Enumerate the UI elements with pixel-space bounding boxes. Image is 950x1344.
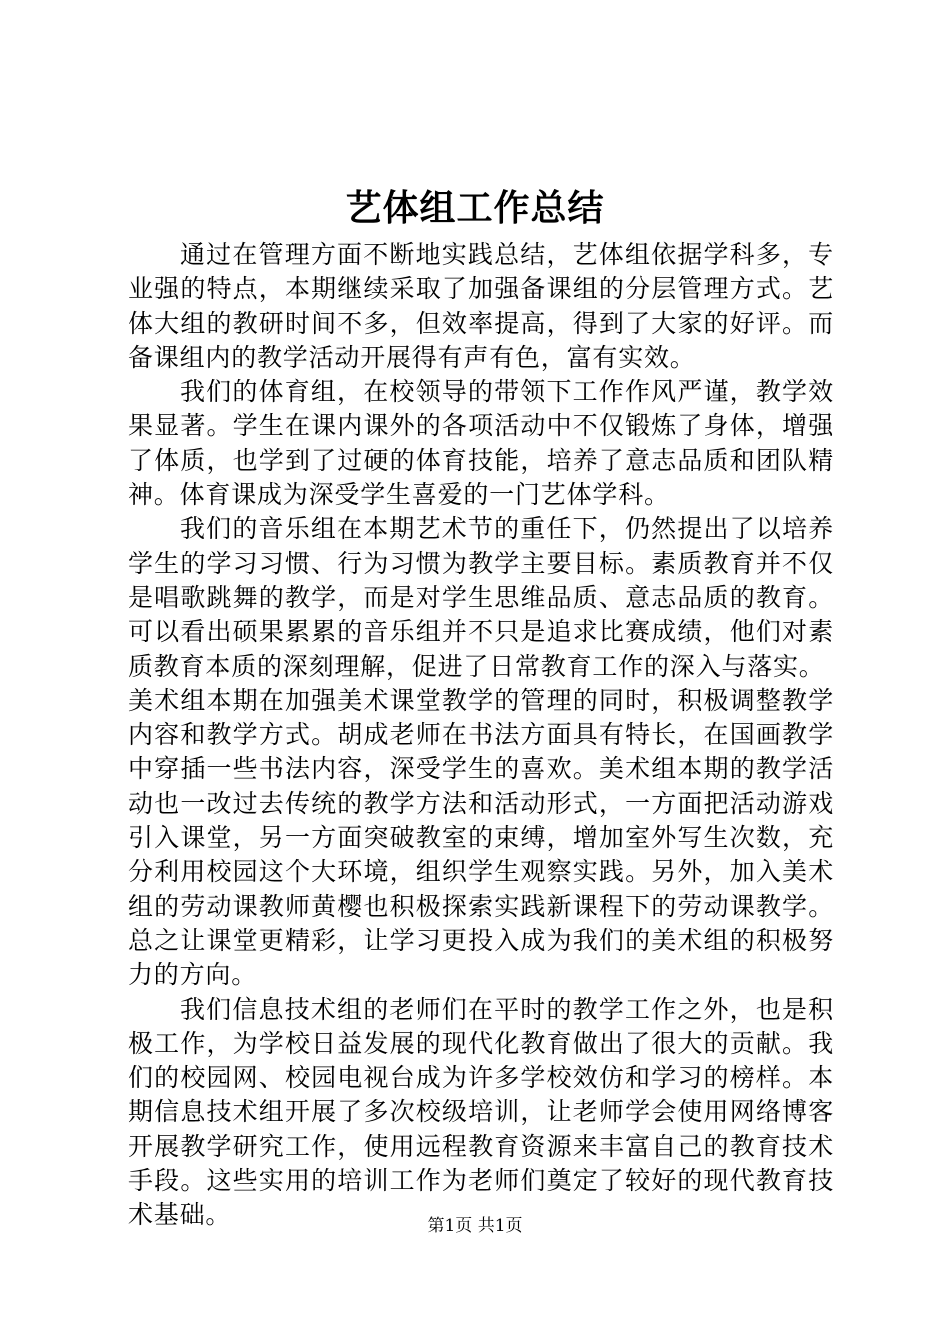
- document-title: 艺体组工作总结: [345, 187, 605, 229]
- paragraph-it-group: 我们信息技术组的老师们在平时的教学工作之外，也是积极工作，为学校日益发展的现代化教育做出了很大的贡献。我们的校园网、校园电视台成为许多学校效仿和学习的榜样。本期信息技术组开展了多次校级培训，让老师学会使用网络博客开展教学研究工作，使用远程教育资源来丰富自己的教育技术手段。这些实用的培训工作为老师们奠定了较好的现代教育技术基础。: [128, 994, 834, 1230]
- page-footer: 第1页 共1页: [427, 1216, 523, 1236]
- paragraph-pe-group: 我们的体育组，在校领导的带领下工作作风严谨，教学效果显著。学生在课内课外的各项活动中不仅锻炼了身体，增强了体质，也学到了过硬的体育技能，培养了意志品质和团队精神。体育课成为深受学生喜爱的一门艺体学科。: [128, 377, 834, 510]
- paragraph-music-group: 我们的音乐组在本期艺术节的重任下，仍然提出了以培养学生的学习习惯、行为习惯为教学主要目标。素质教育并不仅是唱歌跳舞的教学，而是对学生思维品质、意志品质的教育。可以看出硕果累累的音乐组并不只是追求比赛成绩，他们对素质教育本质的深刻理解，促进了日常教育工作的深入与落实。: [128, 514, 834, 681]
- paragraph-intro: 通过在管理方面不断地实践总结，艺体组依据学科多，专业强的特点，本期继续采取了加强备课组的分层管理方式。艺体大组的教研时间不多，但效率提高，得到了大家的好评。而备课组内的教学活动开展得有声有色，富有实效。: [128, 240, 834, 372]
- paragraph-art-group: 美术组本期在加强美术课堂教学的管理的同时，积极调整教学内容和教学方式。胡成老师在书法方面具有特长，在国画教学中穿插一些书法内容，深受学生的喜欢。美术组本期的教学活动也一改过去传统的教学方法和活动形式，一方面把活动游戏引入课堂，另一方面突破教室的束缚，增加室外写生次数，充分利用校园这个大环境，组织学生观察实践。另外，加入美术组的劳动课教师黄樱也积极探索实践新课程下的劳动课教学。总之让课堂更精彩，让学习更投入成为我们的美术组的积极努力的方向。: [128, 685, 834, 990]
- document-body: [128, 238, 834, 1233]
